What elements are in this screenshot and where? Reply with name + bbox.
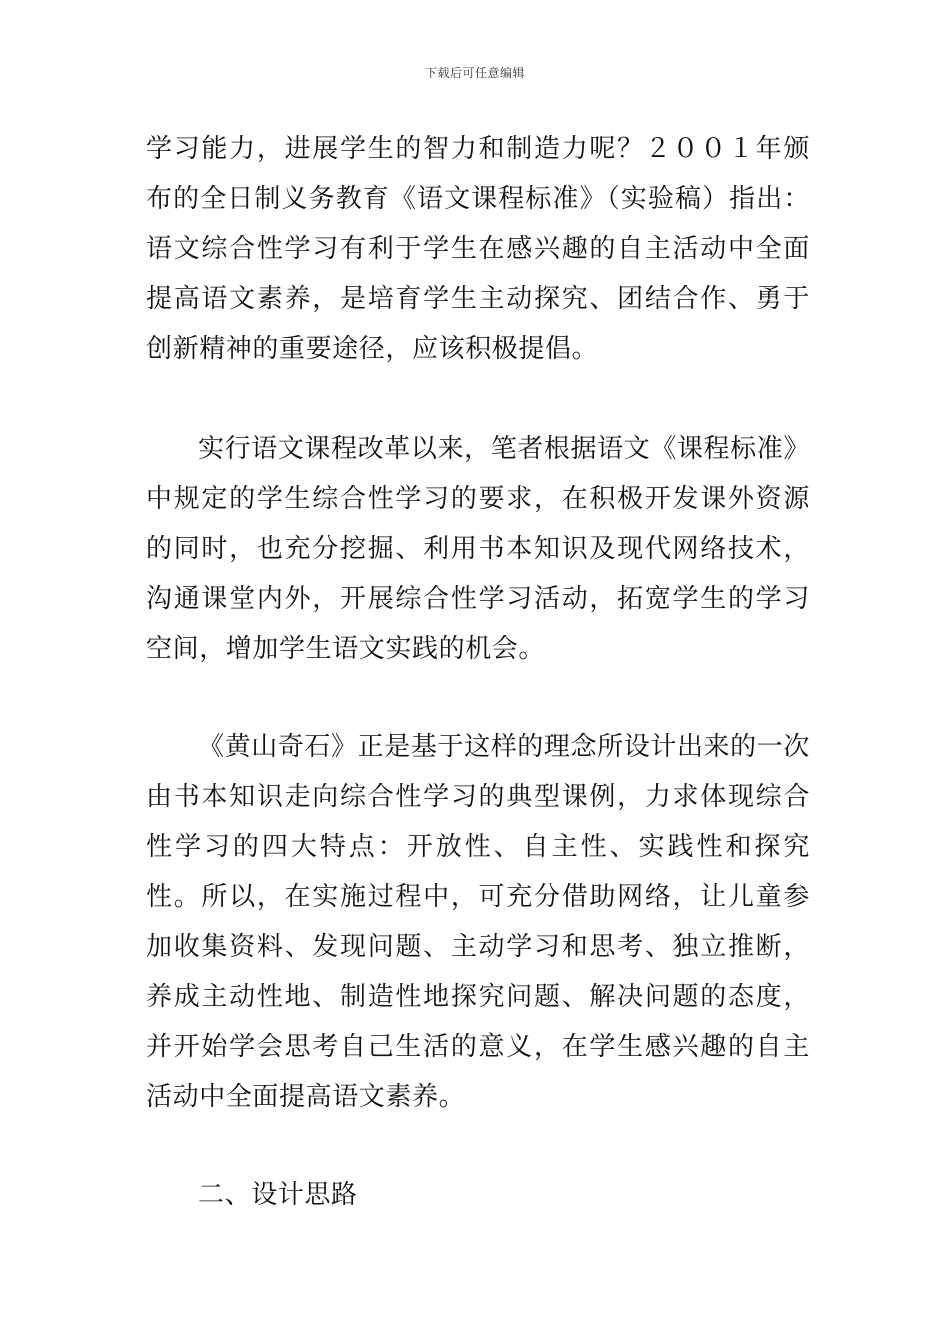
section-heading: 二、设计思路 [198, 1180, 358, 1210]
header-note: 下载后可任意编辑 [424, 66, 525, 80]
paragraph-huangshan-lesson: 《黄山奇石》正是基于这样的理念所设计出来的一次由书本知识走向综合性学习的典型课例，力求体现综合性学习的四大特点：开放性、自主性、实践性和探究性。所以，在实施过程中，可充分借助网络，让儿童参加收集资料、发现问题、主动学习和思考、独立推断，养成主动性地、制造性地探究问题、解决问题的态度，并开始学会思考自己生活的意义，在学生感兴趣的自主活动中全面提高语文素养。 [146, 732, 810, 1112]
paragraph-continued: 学习能力，进展学生的智力和制造力呢？２００１年颁布的全日制义务教育《语文课程标准》（实验稿）指出：语文综合性学习有利于学生在感兴趣的自主活动中全面提高语文素养，是培育学生主动探究、团结合作、勇于创新精神的重要途径，应该积极提倡。 [146, 134, 810, 364]
paragraph-curriculum-reform: 实行语文课程改革以来，笔者根据语文《课程标准》中规定的学生综合性学习的要求，在积极开发课外资源的同时，也充分挖掘、利用书本知识及现代网络技术，沟通课堂内外，开展综合性学习活动，拓宽学生的学习空间，增加学生语文实践的机会。 [146, 434, 810, 664]
